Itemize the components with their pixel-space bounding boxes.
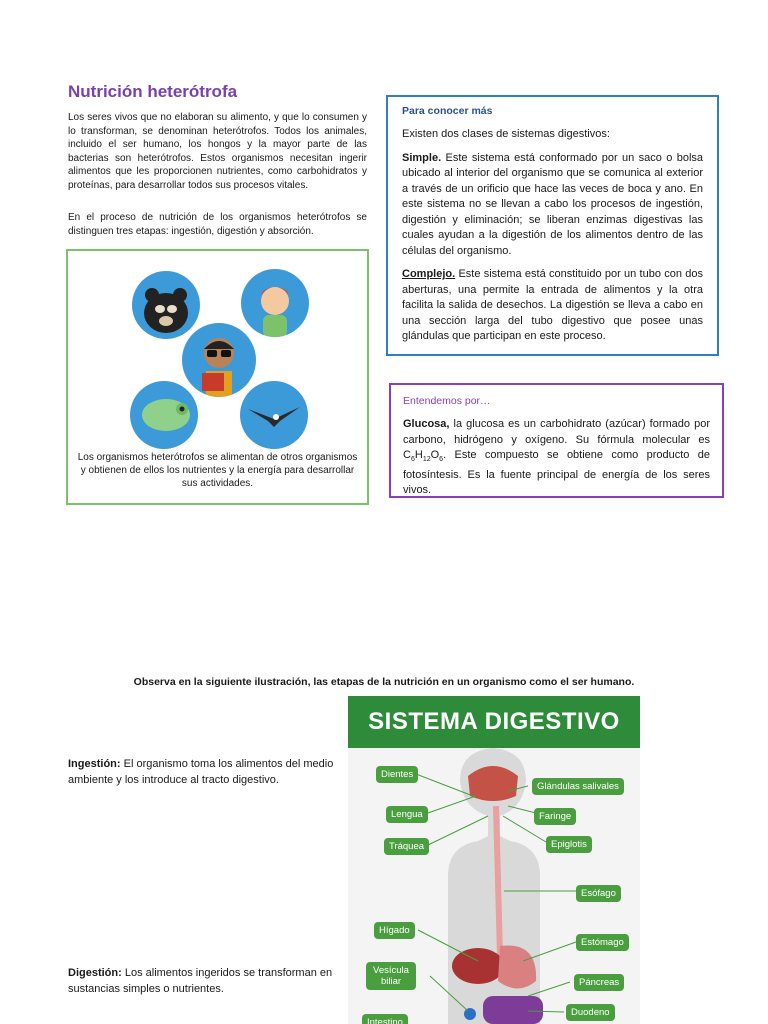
chameleon-illustration: [130, 381, 198, 449]
figure-caption: Los organismos heterótrofos se alimentan de otros organismos y obtienen de ellos los nutrientes y la energía para desarrollar sus actividades.: [77, 452, 358, 489]
info-box: [386, 95, 719, 356]
label-higado: Hígado: [374, 922, 415, 939]
label-duodeno: Duodeno: [566, 1004, 615, 1021]
intro-paragraph: Los seres vivos que no elaboran su alimento, y que lo consumen y lo transforman, se denominan heterótrofos. Todos los animales, incluido el ser humano, los hongos y la mayor parte de las bacterias son heterótrofos. Estos organismos necesitan ingerir alimentos que les proporcionen nutrientes, como carbohidratos y proteínas, para desarrollar todos sus procesos vitales.: [68, 112, 367, 191]
complex-term: Complejo.: [402, 268, 456, 280]
glucose-term: Glucosa,: [403, 418, 450, 430]
info-box-intro: Existen dos clases de sistemas digestivos:: [402, 128, 610, 140]
label-esofago: Esófago: [576, 885, 621, 902]
section-title: Nutrición heterótrofa: [68, 82, 238, 101]
reading-boy-illustration: [182, 323, 256, 397]
glucose-text-1: la glucosa es un carbohidrato (azúcar) formado por carbono, hidrógeno y oxígeno. Su fórmula molecular es: [403, 418, 710, 446]
ingestion-text: El organismo toma los alimentos del medio ambiente y los introduce al tracto digestivo.: [68, 758, 334, 786]
glucose-definition: [403, 417, 710, 499]
label-pancreas: Páncreas: [574, 974, 624, 991]
label-vesicula-biliar: Vesícula biliar: [366, 962, 416, 990]
glucose-formula: $C_6H_{12}O_6$: [403, 449, 444, 464]
simple-system-text: [402, 151, 703, 260]
complex-description: Este sistema está constituido por un tubo con dos aberturas, una permite la entrada de alimentos y la otra facilita la salida de desechos. La digestión se lleva a cabo en una sección larga del tubo digestivo que posee unas glándulas que participan en este proceso.: [402, 268, 703, 342]
glossary-box: [389, 383, 724, 498]
label-faringe: Faringe: [534, 808, 576, 825]
complex-system-text: [402, 267, 703, 345]
glossary-heading: Entendemos por…: [403, 395, 491, 407]
diagram-title: SISTEMA DIGESTIVO: [348, 696, 640, 748]
boy-illustration: [241, 269, 309, 337]
digestion-term: Digestión:: [68, 967, 122, 979]
simple-term: Simple.: [402, 151, 442, 164]
glucose-text-2: . Este compuesto se obtiene como producto de fotosíntesis. Es la fuente principal de energía de los seres vivos.: [403, 449, 710, 497]
info-box-heading: Para conocer más: [402, 105, 493, 117]
digestive-system-diagram: [348, 696, 640, 1024]
eagle-illustration: [240, 381, 308, 449]
label-traquea: Tráquea: [384, 838, 429, 855]
label-epiglotis: Epiglotis: [546, 836, 592, 853]
label-dientes: Dientes: [376, 766, 418, 783]
ingestion-stage: [68, 757, 338, 788]
digestion-text: Los alimentos ingeridos se transforman en sustancias simples o nutrientes.: [68, 967, 333, 995]
bear-illustration: [132, 271, 200, 339]
label-estomago: Estómago: [576, 934, 629, 951]
label-glandulas-salivales: Glándulas salivales: [532, 778, 624, 795]
heterotroph-figure: [66, 249, 369, 505]
label-lengua: Lengua: [386, 806, 428, 823]
observe-instruction: Observa en la siguiente ilustración, las etapas de la nutrición en un organismo como el ser humano.: [133, 676, 635, 688]
stages-paragraph: En el proceso de nutrición de los organismos heterótrofos se distinguen tres etapas: ingestión, digestión y absorción.: [68, 212, 367, 237]
ingestion-term: Ingestión:: [68, 758, 121, 770]
digestion-stage: [68, 966, 338, 997]
label-intestino: Intestino: [362, 1014, 408, 1024]
simple-description: Este sistema está conformado por un saco o bolsa ubicado al interior del organismo que se comunica al exterior a través de un orificio que hace las veces de boca y ano. En este sistema no se llevan a cabo los procesos de ingestión, digestión y eliminación; se liberan enzimas digestivas las cuales ayudan a la digestión de los alimentos dentro de las células del organismo.: [402, 151, 703, 257]
